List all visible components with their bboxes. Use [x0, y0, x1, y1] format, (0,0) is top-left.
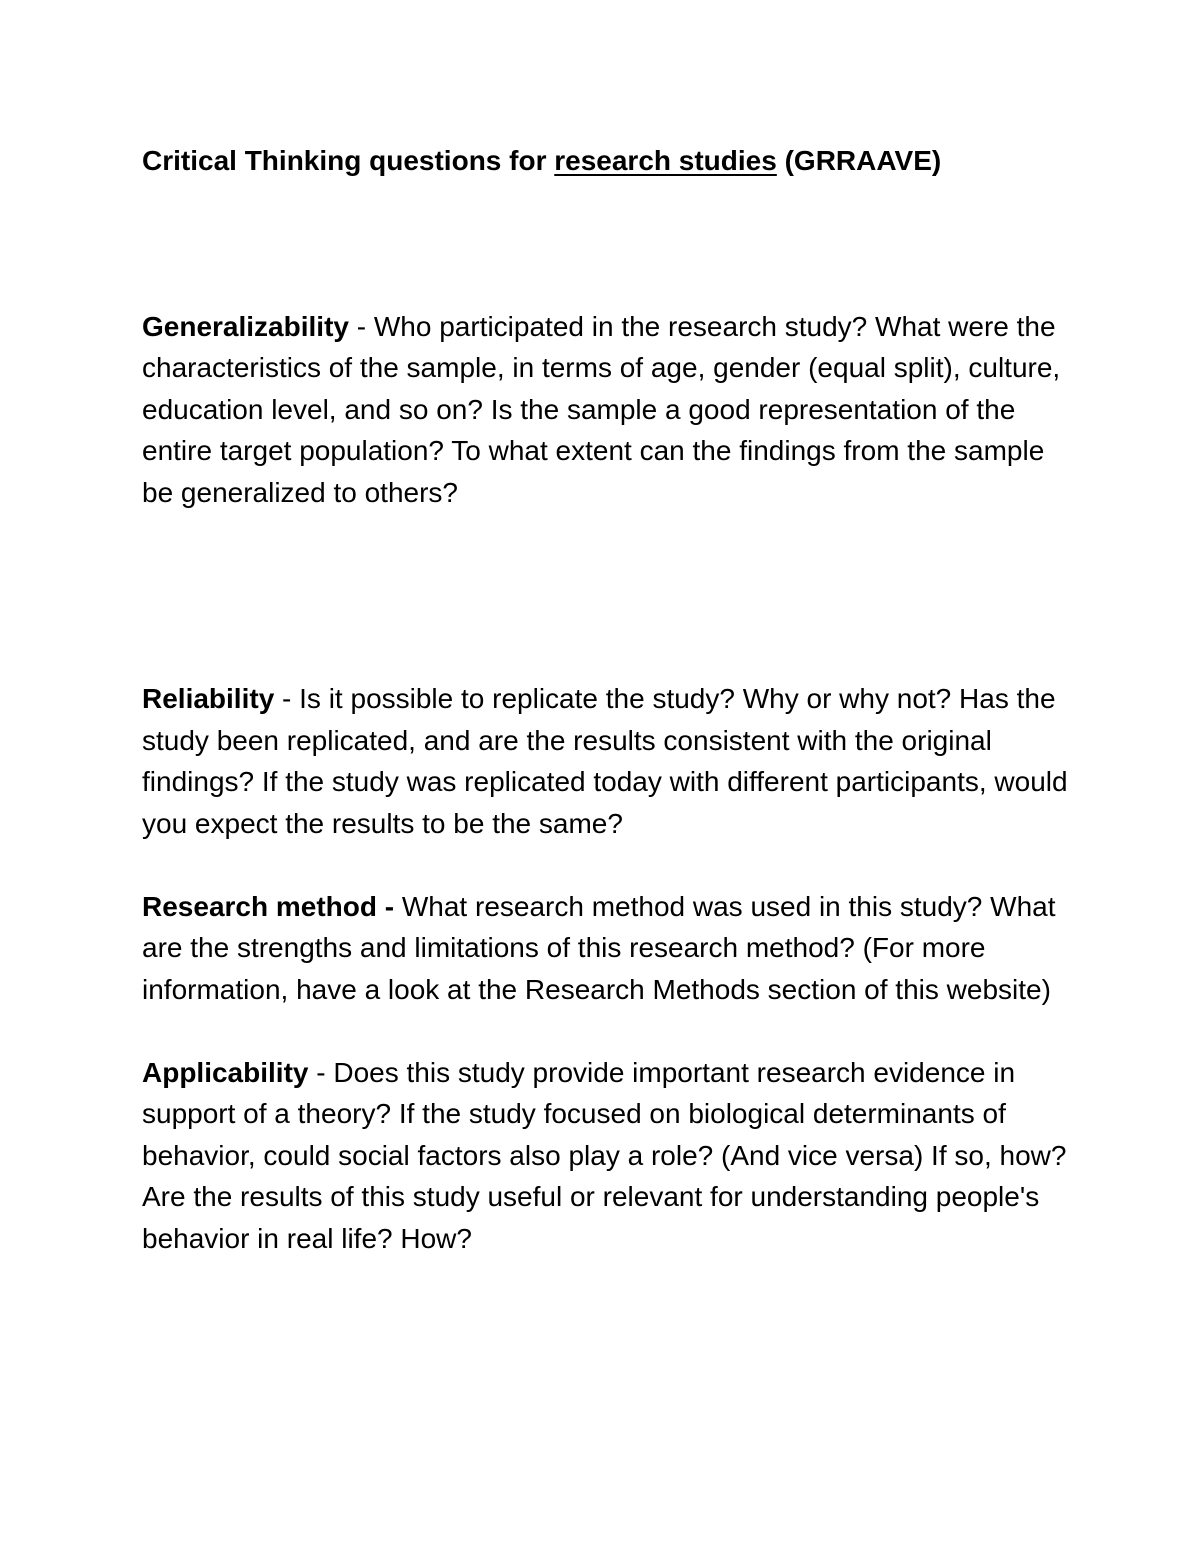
text-reliability: Is it possible to replicate the study? Why or why not? Has the study been replicated, and are the results consistent with the original findings? If the study was replicated today with different participants, would you expect the results to be the same?: [142, 683, 1068, 839]
separator-generalizability: -: [348, 310, 374, 342]
text-applicability: Does this study provide important research evidence in support of a theory? If the study focused on biological determinants of behavior, could social factors also play a role? (And vice versa) If so, how? Are the results of this study useful or relevant for understanding people's behavior in real life? How?: [142, 1056, 1067, 1254]
section-applicability: [142, 1052, 1072, 1260]
separator-applicability: -: [308, 1056, 334, 1088]
separator-reliability: -: [274, 683, 300, 714]
title-prefix: Critical Thinking questions for: [142, 145, 555, 176]
text-research-method: What research method was used in this study? What are the strengths and limitations of this research method? (For more information, have a look at the Research Methods section of this website): [142, 890, 1056, 1005]
text-generalizability: Who participated in the research study? What were the characteristics of the sample, in terms of age, gender (equal split), culture, education level, and so on? Is the sample a good representation of the entire target population? To what extent can the findings from the sample be generalized to others?: [142, 310, 1061, 508]
separator-research-method: [394, 891, 402, 922]
title-suffix: (GRRAAVE): [776, 145, 942, 176]
term-generalizability: Generalizability: [142, 310, 349, 342]
term-applicability: Applicability: [142, 1056, 309, 1088]
term-reliability: Reliability: [142, 683, 275, 714]
title-underlined-phrase: research studies: [554, 145, 777, 176]
document-content: [142, 140, 1072, 1259]
term-research-method: Research method -: [142, 890, 395, 922]
section-generalizability: [142, 306, 1072, 514]
page-title: [142, 140, 1072, 182]
section-research-method: [142, 886, 1072, 1011]
section-reliability: [142, 678, 1072, 844]
